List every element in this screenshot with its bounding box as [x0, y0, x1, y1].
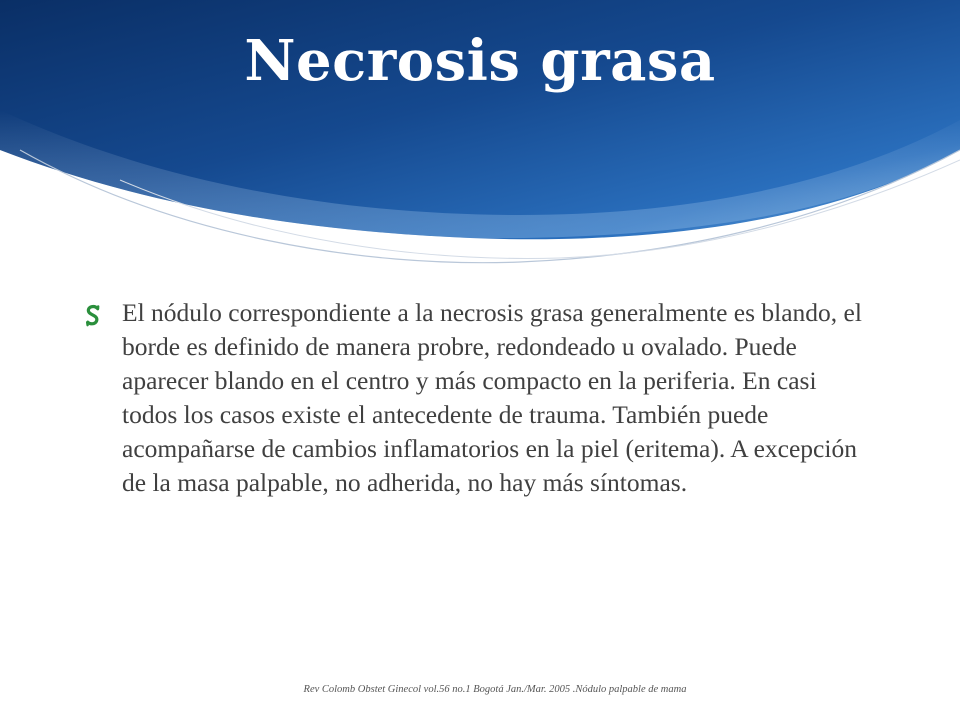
s-bullet-icon: [84, 304, 102, 328]
bullet-text: El nódulo correspondiente a la necrosis grasa generalmente es blando, el borde es definido de manera probre, redondeado u ovalado. Puede aparecer blando en el centro y más compacto en la periferia. En casi todos los casos existe el antecedente de trauma. También puede acompañarse de cambios inflamatorios en la piel (eritema). A excepción de la masa palpable, no adherida, no hay más síntomas.: [122, 298, 862, 497]
footer-citation: Rev Colomb Obstet Ginecol vol.56 no.1 Bogotá Jan./Mar. 2005 .Nódulo palpable de mama: [303, 684, 687, 695]
page-title: Necrosis grasa: [244, 28, 716, 94]
bullet-list: [84, 296, 884, 500]
